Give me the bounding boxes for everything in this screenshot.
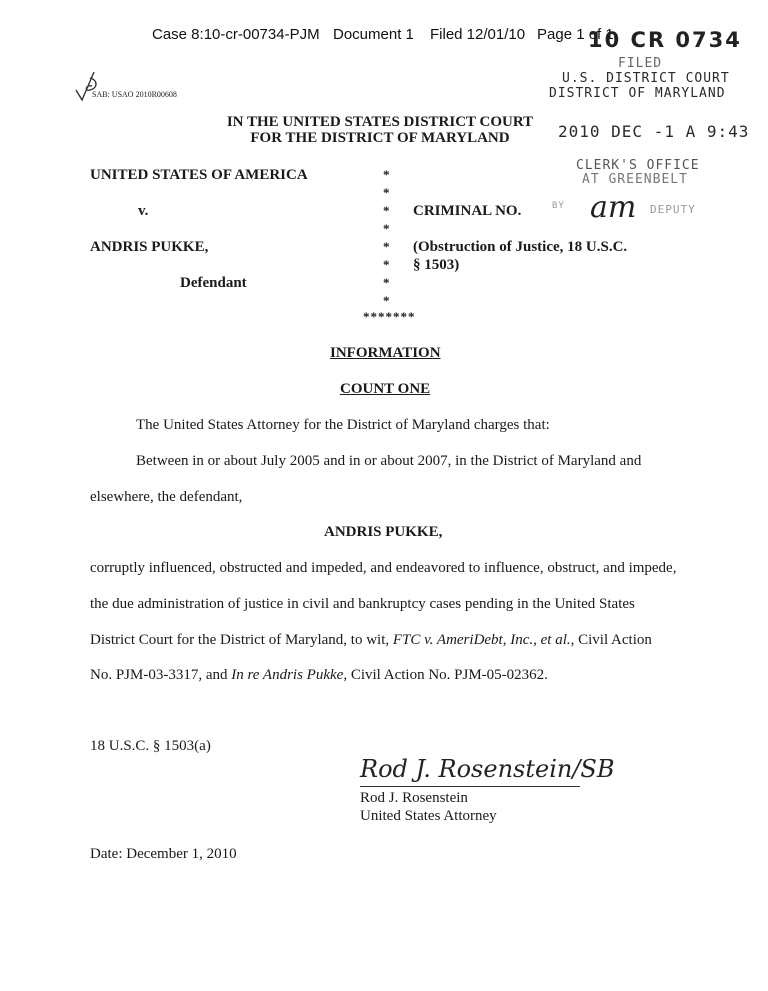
caption-star: * bbox=[383, 293, 390, 308]
filed-stamp-by: BY bbox=[552, 201, 565, 211]
case-citation: FTC v. AmeriDebt, Inc., et al., bbox=[392, 632, 575, 648]
filed-stamp-deputy: DEPUTY bbox=[650, 203, 696, 216]
signature-line bbox=[360, 786, 580, 787]
filed-stamp-district: DISTRICT OF MARYLAND bbox=[549, 86, 726, 101]
defendant-name-body: ANDRIS PUKKE, bbox=[324, 524, 443, 540]
text-run: District Court for the District of Maryland, to wit, bbox=[90, 632, 393, 648]
count-one-heading: COUNT ONE bbox=[340, 381, 431, 397]
charge-description-line1: (Obstruction of Justice, 18 U.S.C. bbox=[413, 239, 628, 255]
paragraph-line: corruptly influenced, obstructed and impeded, and endeavored to influence, obstruct, and impede, bbox=[90, 560, 677, 576]
plaintiff-name: UNITED STATES OF AMERICA bbox=[90, 167, 308, 183]
text-run: No. PJM-03-3317, and bbox=[90, 667, 232, 683]
signer-name: Rod J. Rosenstein bbox=[360, 790, 468, 806]
text-run: Civil Action bbox=[574, 632, 652, 648]
caption-star: * bbox=[383, 167, 390, 182]
caption-star: * bbox=[383, 185, 390, 200]
paragraph-line: the due administration of justice in civil and bankruptcy cases pending in the United States bbox=[90, 596, 635, 612]
filed-stamp-court: U.S. DISTRICT COURT bbox=[562, 71, 730, 86]
deputy-initials: am bbox=[590, 190, 637, 225]
court-name-line2: FOR THE DISTRICT OF MARYLAND bbox=[250, 130, 510, 146]
ecf-case-number: Case 8:10-cr-00734-PJM bbox=[152, 26, 320, 43]
file-reference: SAB: USAO 2010R00608 bbox=[92, 90, 177, 99]
defendant-name: ANDRIS PUKKE, bbox=[90, 239, 209, 255]
filed-stamp-clerk: CLERK'S OFFICE bbox=[576, 158, 700, 173]
handwritten-signature: Rod J. Rosenstein/SB bbox=[360, 755, 615, 783]
versus: v. bbox=[138, 203, 149, 219]
caption-star: * bbox=[383, 239, 390, 254]
paragraph-line bbox=[90, 632, 652, 649]
paragraph-line bbox=[90, 667, 548, 684]
caption-star: * bbox=[383, 203, 390, 218]
caption-star: * bbox=[383, 257, 390, 272]
criminal-number-label: CRIMINAL NO. bbox=[413, 203, 522, 219]
ecf-document-number: Document 1 bbox=[333, 26, 414, 43]
charging-statement: The United States Attorney for the District of Maryland charges that: bbox=[136, 417, 550, 433]
caption-star: * bbox=[383, 275, 390, 290]
paragraph-line: elsewhere, the defendant, bbox=[90, 489, 243, 505]
caption-star-row: ******* bbox=[363, 309, 416, 324]
stamped-case-number: 10 CR 0734 bbox=[588, 28, 742, 52]
case-citation: In re Andris Pukke bbox=[231, 667, 344, 683]
paragraph-line: Between in or about July 2005 and in or about 2007, in the District of Maryland and bbox=[136, 453, 642, 469]
statute-citation: 18 U.S.C. § 1503(a) bbox=[90, 738, 211, 754]
text-run: , Civil Action No. PJM-05-02362. bbox=[343, 667, 548, 683]
court-name-line1: IN THE UNITED STATES DISTRICT COURT bbox=[226, 114, 534, 130]
caption-star: * bbox=[383, 221, 390, 236]
defendant-role: Defendant bbox=[180, 275, 247, 291]
signer-title: United States Attorney bbox=[360, 808, 497, 824]
filed-stamp-label: FILED bbox=[618, 56, 663, 71]
filed-stamp-location: AT GREENBELT bbox=[582, 172, 688, 187]
filing-date: Date: December 1, 2010 bbox=[90, 846, 237, 862]
filed-stamp-datetime: 2010 DEC -1 A 9:43 bbox=[558, 122, 750, 141]
ecf-filed-date: Filed 12/01/10 bbox=[430, 26, 526, 43]
charge-description-line2: § 1503) bbox=[413, 257, 460, 273]
information-heading: INFORMATION bbox=[330, 345, 441, 361]
ecf-page-count: Page 1 of 1 bbox=[537, 26, 614, 43]
